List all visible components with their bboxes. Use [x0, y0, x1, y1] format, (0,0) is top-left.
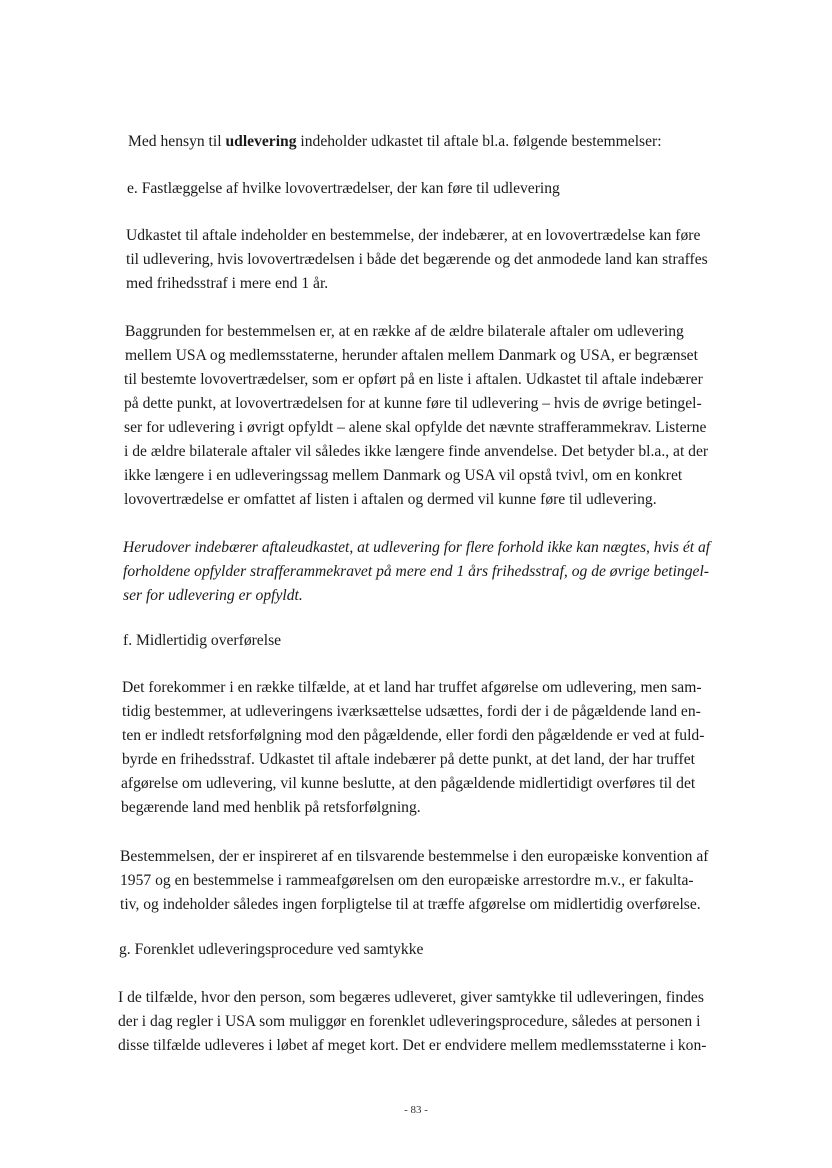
section-e-p2-line-3: til bestemte lovovertrædelser, som er opført på en liste i aftalen. Udkastet til aftale indebærer — [124, 371, 703, 388]
section-f-p2-line-3: tiv, og indeholder således ingen forpligtelse til at træffe afgørelse om midlertidig overførelse. — [120, 896, 701, 913]
section-f-p1-line-1: Det forekommer i en række tilfælde, at et land har truffet afgørelse om udlevering, men sam- — [122, 679, 702, 696]
section-g-p1-line-2: der i dag regler i USA som muliggør en forenklet udleveringsprocedure, således at personen i — [118, 1013, 701, 1030]
section-e-p2-line-6: i de ældre bilaterale aftaler vil således ikke længere finde anvendelse. Det betyder bl.a., at der — [124, 443, 709, 460]
section-e-p3-line-2: forholdene opfylder strafferammekravet på mere end 1 års frihedsstraf, og de øvrige betingel- — [123, 563, 709, 580]
section-f-p1-line-6: begærende land med henblik på retsforfølgning. — [121, 799, 421, 816]
section-g-p1-line-3: disse tilfælde udleveres i løbet af meget kort. Det er endvidere mellem medlemsstaterne i kon- — [118, 1037, 707, 1054]
section-f-p1-line-3: ten er indledt retsforfølgning mod den pågældende, eller fordi den pågældende er ved at fuld- — [122, 727, 705, 744]
intro-text-after: indeholder udkastet til aftale bl.a. følgende bestemmelser: — [296, 133, 662, 150]
section-e-p2-line-4: på dette punkt, at lovovertrædelsen for at kunne føre til udlevering – hvis de øvrige betingel- — [124, 395, 702, 412]
section-e-p2-line-7: ikke længere i en udleveringssag mellem Danmark og USA vil opstå tvivl, om en konkret — [124, 467, 683, 484]
intro-text-before: Med hensyn til — [128, 133, 226, 150]
page-number: - 83 - — [404, 1104, 428, 1116]
section-f-p2-line-1: Bestemmelsen, der er inspireret af en tilsvarende bestemmelse i den europæiske konvention af — [120, 848, 709, 865]
section-e-heading: e. Fastlæggelse af hvilke lovovertrædelser, der kan føre til udlevering — [127, 180, 560, 197]
section-e-p2-line-5: ser for udlevering i øvrigt opfyldt – alene skal opfylde det nævnte strafferammekrav. Listerne — [124, 419, 707, 436]
section-f-p1-line-5: afgørelse om udlevering, vil kunne beslutte, at den pågældende midlertidigt overføres til det — [121, 775, 696, 792]
section-g-p1-line-1: I de tilfælde, hvor den person, som begæres udleveret, giver samtykke til udleveringen, findes — [118, 989, 704, 1006]
section-e-p3-line-1: Herudover indebærer aftaleudkastet, at udlevering for flere forhold ikke kan nægtes, hvis ét af — [123, 539, 711, 556]
section-g-heading: g. Forenklet udleveringsprocedure ved samtykke — [119, 941, 424, 958]
section-f-p1-line-4: byrde en frihedsstraf. Udkastet til aftale indebærer på dette punkt, at det land, der har truffet — [122, 751, 696, 768]
section-e-p1-line-1: Udkastet til aftale indeholder en bestemmelse, der indebærer, at en lovovertrædelse kan føre — [126, 227, 701, 244]
section-f-p1-line-2: tidig bestemmer, at udleveringens iværksættelse udsættes, fordi der i de pågældende land en- — [122, 703, 701, 720]
intro-line — [128, 132, 662, 152]
intro-emphasis: udlevering — [225, 133, 297, 150]
section-e-p3-line-3: ser for udlevering er opfyldt. — [123, 587, 303, 604]
section-e-p2-line-2: mellem USA og medlemsstaterne, herunder aftalen mellem Danmark og USA, er begrænset — [125, 347, 698, 364]
section-e-p1-line-2: til udlevering, hvis lovovertrædelsen i både det begærende og det anmodede land kan straffes — [126, 251, 708, 268]
section-e-p2-line-1: Baggrunden for bestemmelsen er, at en række af de ældre bilaterale aftaler om udlevering — [125, 323, 684, 340]
section-e-p1-line-3: med frihedsstraf i mere end 1 år. — [126, 275, 329, 292]
section-f-heading: f. Midlertidig overførelse — [123, 632, 282, 649]
section-e-p2-line-8: lovovertrædelse er omfattet af listen i aftalen og dermed vil kunne føre til udlevering. — [124, 491, 657, 508]
section-f-p2-line-2: 1957 og en bestemmelse i rammeafgørelsen om den europæiske arrestordre m.v., er fakulta- — [120, 872, 694, 889]
